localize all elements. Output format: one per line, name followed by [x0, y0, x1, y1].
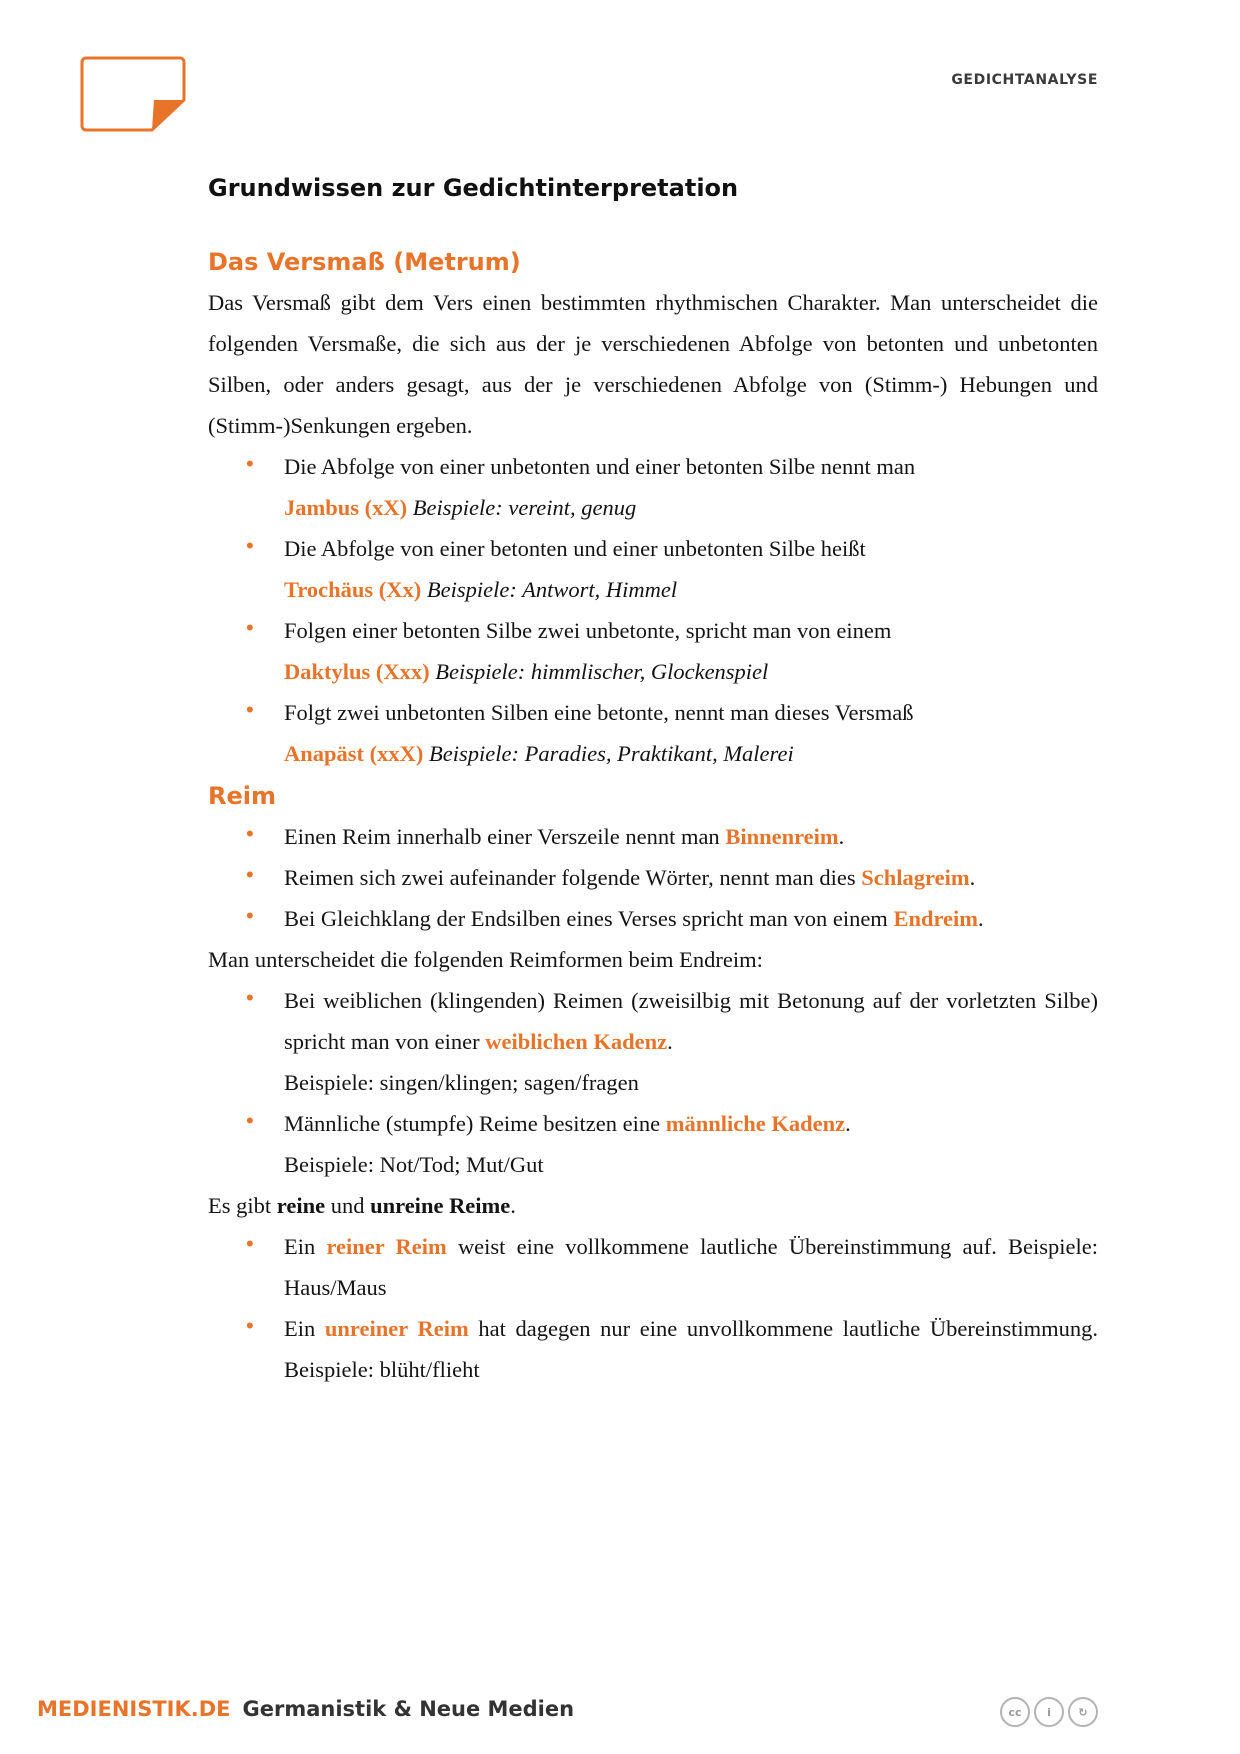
- list-item: • Männliche (stumpfe) Reime besitzen eine männliche Kadenz. Beispiele: Not/Tod; Mut/Gut: [284, 1103, 1098, 1185]
- term-jambus: Jambus (xX): [284, 495, 408, 520]
- term-unreiner-reim: unreiner Reim: [324, 1316, 469, 1341]
- kadenz-list: [208, 980, 1098, 1185]
- metrum-intro: Das Versmaß gibt dem Vers einen bestimmten rhythmischen Charakter. Man unterscheidet die folgenden Versmaße, die sich aus der je verschiedenen Abfolge von betonten und unbetonten Silben, oder anders gesagt, aus der je verschiedenen Abfolge von (Stimm-) Hebungen und (Stimm-)Senkungen ergeben.: [208, 290, 1098, 438]
- list-item: • Die Abfolge von einer unbetonten und einer betonten Silbe nennt man Jambus (xX) Beispiele: vereint, genug: [284, 446, 1098, 528]
- reinheit-intro: Es gibt reine und unreine Reime.: [208, 1193, 516, 1218]
- list-item: • Die Abfolge von einer betonten und einer unbetonten Silbe heißt Trochäus (Xx) Beispiele: Antwort, Himmel: [284, 528, 1098, 610]
- list-item: • Bei Gleichklang der Endsilben eines Verses spricht man von einem Endreim.: [284, 898, 1098, 939]
- share-alike-icon: ↻: [1068, 1697, 1098, 1727]
- list-item: • Ein unreiner Reim hat dagegen nur eine unvollkommene lautliche Übereinstimmung. Beispiele: blüht/flieht: [284, 1308, 1098, 1390]
- note-logo-icon: [80, 56, 186, 132]
- term-anapaest: Anapäst (xxX): [284, 741, 424, 766]
- term-weibliche-kadenz: weiblichen Kadenz: [485, 1029, 668, 1054]
- list-item: • Bei weiblichen (klingenden) Reimen (zweisilbig mit Betonung auf der vorletzten Silbe) spricht man von einer weiblichen Kadenz. Beispiele: singen/klingen; sagen/fragen: [284, 980, 1098, 1103]
- reim-list: [208, 816, 1098, 939]
- brand-name: MEDIENISTIK.DE: [37, 1697, 231, 1721]
- term-endreim: Endreim: [893, 906, 979, 931]
- list-item: • Einen Reim innerhalb einer Verszeile nennt man Binnenreim.: [284, 816, 1098, 857]
- list-item: • Reimen sich zwei aufeinander folgende Wörter, nennt man dies Schlagreim.: [284, 857, 1098, 898]
- list-item: • Folgen einer betonten Silbe zwei unbetonte, spricht man von einem Daktylus (Xxx) Beispiele: himmlischer, Glockenspiel: [284, 610, 1098, 692]
- section-heading-reim: Reim: [208, 782, 276, 810]
- term-maennliche-kadenz: männliche Kadenz: [665, 1111, 846, 1136]
- metrum-list: [208, 446, 1098, 774]
- list-item: • Ein reiner Reim weist eine vollkommene lautliche Übereinstimmung auf. Beispiele: Haus/Maus: [284, 1226, 1098, 1308]
- document-body: [208, 174, 1098, 1390]
- brand-tagline: Germanistik & Neue Medien: [242, 1697, 575, 1721]
- term-daktylus: Daktylus (Xxx): [284, 659, 430, 684]
- list-item: • Folgt zwei unbetonten Silben eine betonte, nennt man dieses Versmaß Anapäst (xxX) Beispiele: Paradies, Praktikant, Malerei: [284, 692, 1098, 774]
- term-reiner-reim: reiner Reim: [326, 1234, 447, 1259]
- header-label: GEDICHTANALYSE: [951, 72, 1098, 88]
- reimformen-intro: Man unterscheidet die folgenden Reimformen beim Endreim:: [208, 947, 763, 972]
- term-binnenreim: Binnenreim: [725, 824, 839, 849]
- attribution-icon: i: [1034, 1697, 1064, 1727]
- section-heading-metrum: Das Versmaß (Metrum): [208, 248, 521, 276]
- term-schlagreim: Schlagreim: [861, 865, 970, 890]
- cc-icon: cc: [1000, 1697, 1030, 1727]
- cc-license-badges: [1000, 1697, 1098, 1729]
- footer-brand: [37, 1697, 574, 1721]
- term-trochaeus: Trochäus (Xx): [284, 577, 422, 602]
- page-title: Grundwissen zur Gedichtinterpretation: [208, 174, 739, 202]
- reinheit-list: [208, 1226, 1098, 1390]
